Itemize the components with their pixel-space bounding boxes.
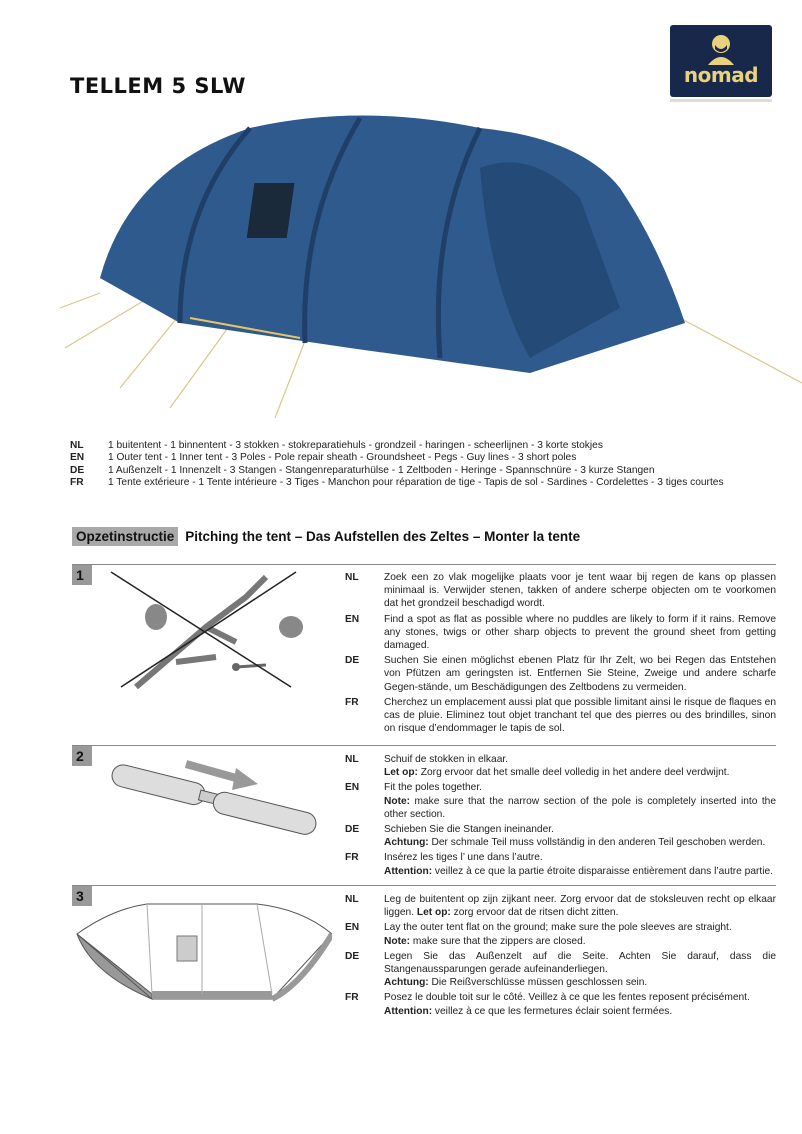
instruction-text: Zoek een zo vlak mogelijke plaats voor je tent waar bij regen de kans op plassen minimaal is. Verwijder stenen, takken of andere scherpe objecten om te voorkomen dat het grondzeil beschadigd wordt. <box>384 572 776 610</box>
instruction-en <box>345 921 776 947</box>
page-title: TELLEM 5 SLW <box>70 74 246 98</box>
lang-label: NL <box>345 894 359 905</box>
lang-label: DE <box>345 950 360 962</box>
contents-text: 1 Außenzelt - 1 Innenzelt - 3 Stangen - Stangenreparaturhülse - 1 Zeltboden - Heringe - Spannschnüre - 3 kurze Stangen <box>108 464 655 476</box>
note-label: Let op: <box>384 767 418 779</box>
note-text: make sure that the narrow section of the pole is completely inserted into the other section. <box>384 795 776 820</box>
contents-row-de <box>70 465 724 477</box>
instruction-de <box>345 950 776 990</box>
contents-row-fr <box>70 477 724 489</box>
note-label: Let op: <box>416 907 451 919</box>
note-text: Zorg ervoor dat het smalle deel volledig in het andere deel verdwijnt. <box>417 767 730 779</box>
instruction-fr <box>345 696 776 736</box>
instruction-fr <box>345 991 776 1017</box>
contents-row-en <box>70 452 724 464</box>
step-2 <box>72 745 776 885</box>
instruction-text: Cherchez un emplacement aussi plat que possible limitant ainsi le risque de flaques en cas de pluie. Eliminez tout objet tranchant tel que des pierres ou des brindilles, sinon on risque d’endommager le tapis de sol. <box>384 696 776 735</box>
instruction-en <box>345 781 776 821</box>
nomad-logo <box>670 25 772 97</box>
logo-wordmark: nomad <box>683 63 759 87</box>
instruction-fr <box>345 851 776 877</box>
note-label: Achtung: <box>384 837 429 849</box>
note-label: Note: <box>384 795 411 807</box>
lang-label: NL <box>345 572 359 583</box>
lang-label: DE <box>345 655 360 667</box>
note-text: Der schmale Teil muss vollständig in den anderen Teil geschoben werden. <box>428 837 766 849</box>
instruction-text: Insérez les tiges l’ une dans l’autre. <box>384 852 543 864</box>
lang-label: DE <box>70 464 85 476</box>
note-text: zorg ervoor dat de ritsen dicht zitten. <box>450 907 619 919</box>
lang-label: FR <box>345 696 359 708</box>
note-label: Attention: <box>384 1005 433 1017</box>
note-text: Die Reißverschlüsse müssen geschlossen sein. <box>428 977 648 989</box>
note-label: Note: <box>384 935 411 947</box>
step-3 <box>72 885 776 1025</box>
step-number: 1 <box>72 565 92 585</box>
lang-label: FR <box>70 476 84 488</box>
instruction-en <box>345 613 776 653</box>
section-tag: Opzetinstructie <box>72 527 178 546</box>
contents-text: 1 Outer tent - 1 Inner tent - 3 Poles - Pole repair sheath - Groundsheet - Pegs - Guy lines - 3 short poles <box>108 452 577 464</box>
outer-tent-flat-illustration <box>72 894 332 1006</box>
lang-label: EN <box>345 922 360 934</box>
contents-row-nl <box>70 440 724 452</box>
instruction-nl <box>345 571 776 611</box>
instruction-text: Posez le double toit sur le côté. Veillez à ce que les fentes reposent précisément. <box>384 992 750 1004</box>
lang-label: EN <box>345 613 360 625</box>
tent-photo <box>60 108 802 420</box>
instruction-text: Schuif de stokken in elkaar. <box>384 754 509 765</box>
step-number: 3 <box>72 886 92 906</box>
poles-illustration <box>96 756 326 861</box>
instruction-text: Fit the poles together. <box>384 782 482 794</box>
instruction-text: Find a spot as flat as possible where no puddles are likely to form if it rains. Remove any stones, twigs or other sharp objects to prevent the ground sheet from getting damaged. <box>384 613 776 652</box>
instruction-nl <box>345 753 776 779</box>
instruction-text: Leg de buitentent op zijn zijkant neer. Zorg ervoor dat de stoksleuven recht op elkaar liggen. <box>384 894 776 919</box>
clear-ground-illustration <box>96 567 316 692</box>
nomad-figure-icon <box>706 33 736 65</box>
lang-label: EN <box>345 782 360 794</box>
note-label: Attention: <box>384 865 433 877</box>
instruction-text: Lay the outer tent flat on the ground; make sure the pole sleeves are straight. <box>384 922 732 934</box>
instruction-nl <box>345 893 776 919</box>
lang-label: EN <box>70 452 85 464</box>
section-header <box>72 527 580 546</box>
lang-label: FR <box>345 852 359 864</box>
note-text: veillez à ce que la partie étroite disparaisse entièrement dans l’autre partie. <box>432 865 773 877</box>
note-text: veillez à ce que les fermetures éclair soient fermées. <box>432 1005 673 1017</box>
contents-list <box>70 440 724 489</box>
section-title: Pitching the tent – Das Aufstellen des Zeltes – Monter la tente <box>185 529 581 544</box>
note-text: make sure that the zippers are closed. <box>410 935 586 947</box>
instruction-text: Schieben Sie die Stangen ineinander. <box>384 824 554 836</box>
instruction-text: Suchen Sie einen möglichst ebenen Platz für Ihr Zelt, wo bei Regen das Entstehen von Pfützen am geringsten ist. Entfernen Sie Steine, Zweige und andere scharfe Gegen-stände, um Beschädigungen des Zeltbodens zu vermeiden. <box>384 655 776 693</box>
step-number: 2 <box>72 746 92 766</box>
contents-text: 1 buitentent - 1 binnentent - 3 stokken - stokreparatiehuls - grondzeil - haringen - scheerlijnen - 3 korte stokjes <box>108 440 603 451</box>
contents-text: 1 Tente extérieure - 1 Tente intérieure - 3 Tiges - Manchon pour réparation de tige - Tapis de sol - Sardines - Cordelettes - 3 tiges courtes <box>108 476 724 488</box>
step-1 <box>72 564 776 744</box>
lang-label: DE <box>345 824 360 836</box>
note-label: Achtung: <box>384 977 429 989</box>
instruction-de <box>345 823 776 849</box>
lang-label: NL <box>345 754 359 765</box>
lang-label: FR <box>345 992 359 1004</box>
lang-label: NL <box>70 440 84 451</box>
instruction-de <box>345 654 776 694</box>
instruction-text: Legen Sie das Außenzelt auf die Seite. Achten Sie darauf, dass die Stangenaussparungen gerade aufeinanderliegen. <box>384 950 776 976</box>
divider <box>670 99 772 102</box>
